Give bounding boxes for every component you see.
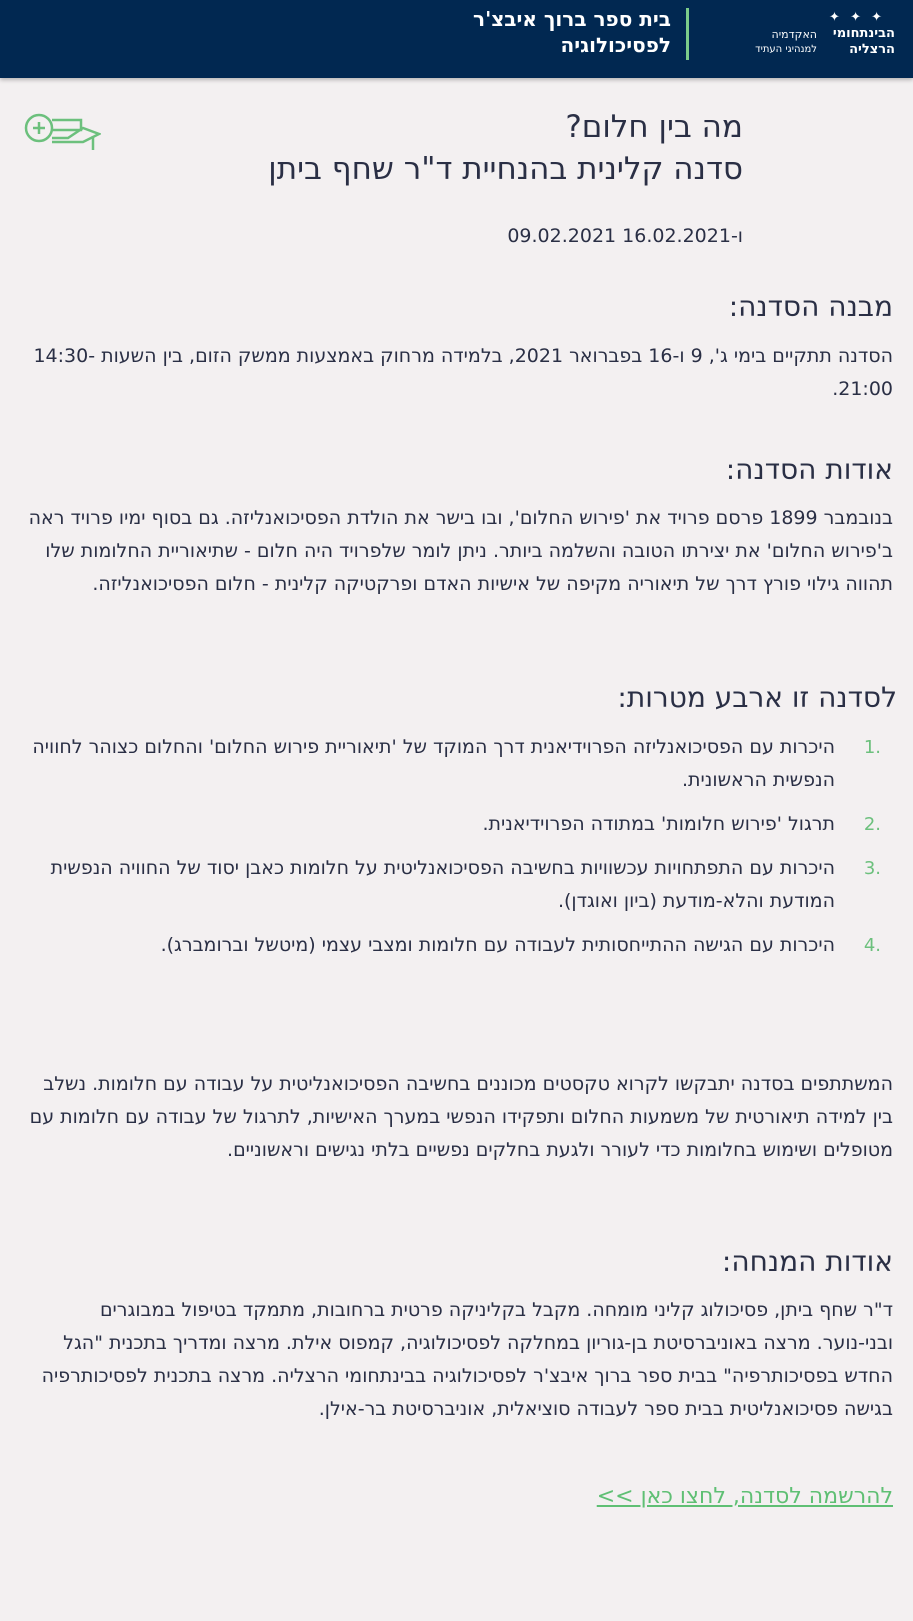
goal-text: תרגול 'פירוש חלומות' במתודה הפרוידיאנית. [482,813,835,835]
goal-item [23,929,893,962]
goal-item [23,731,893,797]
workshop-dates: 09.02.2021 ו-16.02.2021 [507,225,743,247]
participants-text: המשתתפים בסדנה יתבקשו לקרוא טקסטים מכוננים בחשיבה הפסיכואנליטית על עבודה עם חלומות. נשלב בין למידה תיאורטית של משמעות החלום ותפקידו הנפשי במערך האישיות, לתרגול של עבודה עם חלומות עם מטופלים ושימוש בחלומות כדי לעורר ולגעת בחלקים נפשיים בלתי נגישים וראשוניים. [29,1073,893,1161]
site-header [0,0,913,78]
school-name-line-2: לפסיכולוגיה [560,33,671,57]
goal-number: 4. [863,935,881,956]
structure-text: הסדנה תתקיים בימי ג', 9 ו-16 בפברואר 2021, בלמידה מרחוק באמצעות ממשק הזום, בין השעות 14:30-21:00. [33,345,893,400]
instructor-heading: אודות המנחה: [721,1245,893,1278]
reichman-logo[interactable] [725,10,895,68]
goals-list [23,731,893,973]
instructor-text: ד"ר שחף ביתן, פסיכולוג קליני מומחה. מקבל בקליניקה פרטית ברחובות, מתמקד בטיפול במבוגרים ובני-נוער. מרצה באוניברסיטת בן-גוריון במחלקה לפסיכולוגיה, קמפוס אילת. מרצה ומדריך בתכנית "הגל החדש בפסיכותרפיה" בבית ספר ברוך איבצ'ר לפסיכולוגיה בבינתחומי הרצליה. מרצה בתכנית לפסיכותרפיה בגישה פסיכואנליטית בבית ספר לעבודה סוציאלית, אוניברסיטת בר-אילן. [41,1299,893,1420]
goals-heading: לסדנה זו ארבע מטרות: [617,681,897,714]
page-title [268,106,743,190]
stars-icon: ✦ ✦ ✦ [829,10,885,25]
logo-line-2: הרצליה [849,42,895,57]
header-divider [686,8,689,60]
title-line-1: מה בין חלום? [565,109,743,145]
title-line-2: סדנה קלינית בהנחיית ד"ר שחף ביתן [268,151,743,187]
school-name[interactable] [473,6,671,58]
goal-number: 3. [863,858,881,879]
graduation-cap-icon [23,108,101,164]
about-heading: אודות הסדנה: [725,453,893,486]
registration-link[interactable]: להרשמה לסדנה, לחצו כאן >> [596,1484,893,1509]
school-name-line-1: בית ספר ברוך איבצ'ר [473,7,671,31]
goal-text: היכרות עם התפתחויות עכשוויות בחשיבה הפסיכואנליטית על חלומות כאבן יסוד של החוויה הנפשית המודעת והלא-מודעת (ביון ואוגדן). [50,857,835,912]
logo-line-4: למנהיגי העתיד [755,44,817,55]
goal-text: היכרות עם הפסיכואנליזה הפרוידיאנית דרך המוקד של 'תיאוריית פירוש החלום' והחלום כצוהר לחוויה הנפשית הראשונית. [32,736,835,791]
structure-heading: מבנה הסדנה: [728,290,893,323]
logo-line-3: האקדמיה [771,28,817,41]
logo-line-1: הבינתחומי [832,26,895,41]
about-text: בנובמבר 1899 פרסם פרויד את 'פירוש החלום', ובו בישר את הולדת הפסיכואנליזה. גם בסוף ימיו פרויד ראה ב'פירוש החלום' את יצירתו הטובה והשלמה ביותר. ניתן לומר שלפרויד היה חלום - שתיאוריית החלומות שלו תהווה גילוי פורץ דרך של תיאוריה מקיפה של אישיות האדם ופרקטיקה קלינית - חלום הפסיכואנליזה. [28,507,893,595]
goal-number: 1. [863,737,881,758]
goal-number: 2. [863,814,881,835]
goal-item [23,808,893,841]
goal-item [23,852,893,918]
goal-text: היכרות עם הגישה ההתייחסותית לעבודה עם חלומות ומצבי עצמי (מיטשל וברומברג). [160,934,835,956]
